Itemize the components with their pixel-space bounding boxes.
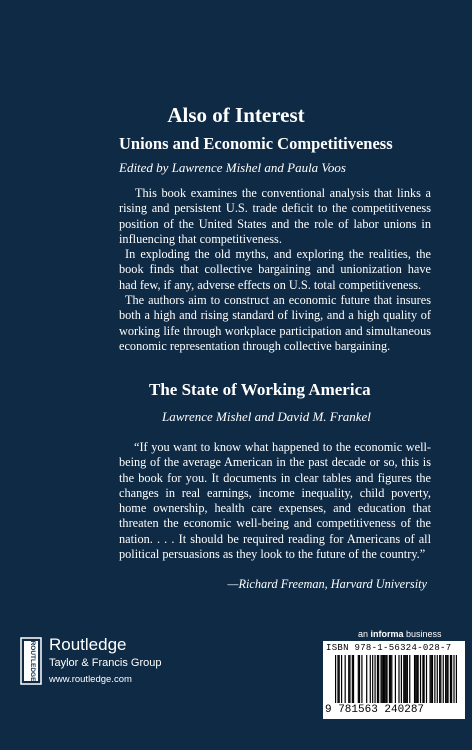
barcode-bar xyxy=(440,655,441,703)
book1-title: Unions and Economic Competitiveness xyxy=(119,134,393,153)
publisher-group: Taylor & Francis Group xyxy=(49,657,162,669)
ean-number: 9 781563 240287 xyxy=(325,704,425,716)
barcode-bar xyxy=(439,655,440,703)
book1-editors: Edited by Lawrence Mishel and Paula Voos xyxy=(119,160,346,175)
barcode-bar xyxy=(377,655,378,703)
barcode-bar xyxy=(345,655,346,703)
barcode-bar xyxy=(366,655,367,703)
barcode-bar xyxy=(404,655,405,703)
review-quote: “If you want to know what happened to the economic well-being of the average American in the past decade or so, this is the book for you. It documents in clear tables and figures the changes in real earnings, income inequality, child poverty, home ownership, health care expenses, and education that threaten the economic well-being and competitiveness of the nation. . . . It should be required reading for Americans of all political persuasions as they look to the future of the country.” xyxy=(119,440,431,562)
barcode-bar xyxy=(358,655,359,703)
section-heading: Also of Interest xyxy=(167,103,305,127)
book1-paragraph: In exploding the old myths, and exploring the realities, the book finds that collective bargaining and unionization have had few, if any, adverse effects on U.S. total competitiveness. xyxy=(119,247,431,292)
barcode-bar xyxy=(406,655,407,703)
barcode-bar xyxy=(337,655,338,703)
barcode-bar xyxy=(407,655,408,703)
barcode-bar xyxy=(374,655,375,703)
barcode-bar xyxy=(401,655,402,703)
barcode-bar xyxy=(372,655,373,703)
barcode-bars xyxy=(335,655,457,705)
barcode-bar xyxy=(339,655,340,703)
barcode-bar xyxy=(437,655,438,703)
book1-paragraph: This book examines the conventional analysis that links a rising and persistent U.S. trade deficit to the competitiveness position of the United States and the role of labor unions in influencing that competitiveness. xyxy=(119,186,431,246)
barcode-bar xyxy=(446,655,447,703)
barcode-bar xyxy=(348,655,349,703)
publisher-name: Routledge xyxy=(49,635,127,654)
publisher-url: www.routledge.com xyxy=(49,674,132,685)
barcode-bar xyxy=(447,655,448,703)
informa-brand: informa xyxy=(370,629,404,639)
book1-description xyxy=(119,186,431,354)
barcode-bar xyxy=(426,655,427,703)
barcode-bar xyxy=(389,655,390,703)
isbn-barcode xyxy=(323,641,465,719)
barcode-bar xyxy=(386,655,387,703)
barcode-bar xyxy=(420,655,421,703)
barcode-bar xyxy=(398,655,399,703)
barcode-bar xyxy=(353,655,354,703)
barcode-bar xyxy=(414,655,415,703)
barcode-bar xyxy=(409,655,410,703)
barcode-bar xyxy=(341,655,342,703)
barcode-bar xyxy=(390,655,391,703)
barcode-bar xyxy=(370,655,371,703)
barcode-bar xyxy=(380,655,381,703)
barcode-bar xyxy=(450,655,451,703)
barcode-bar xyxy=(335,655,336,703)
barcode-bar xyxy=(434,655,435,703)
book2-authors: Lawrence Mishel and David M. Frankel xyxy=(162,409,371,424)
book2-title: The State of Working America xyxy=(149,380,371,399)
barcode-bar xyxy=(424,655,425,703)
barcode-bar xyxy=(443,655,444,703)
barcode-bar xyxy=(383,655,384,703)
barcode-bar xyxy=(403,655,404,703)
barcode-bar xyxy=(352,655,353,703)
informa-suffix: business xyxy=(403,629,442,639)
barcode-bar xyxy=(349,655,350,703)
barcode-bar xyxy=(418,655,419,703)
barcode-bar xyxy=(431,655,432,703)
informa-tagline xyxy=(358,629,442,639)
quote-attribution: —Richard Freeman, Harvard University xyxy=(227,577,427,591)
informa-prefix: an xyxy=(358,629,371,639)
barcode-bar xyxy=(453,655,454,703)
barcode-bar xyxy=(385,655,386,703)
barcode-bar xyxy=(384,655,385,703)
barcode-bar xyxy=(445,655,446,703)
barcode-bar xyxy=(456,655,457,703)
barcode-bar xyxy=(415,655,416,703)
barcode-bar xyxy=(429,655,430,703)
barcode-bar xyxy=(451,655,452,703)
book1-paragraph: The authors aim to construct an economic future that insures both a high and rising standard of living, and a high quality of working life through workplace participation and simultaneous economic representation through collective bargaining. xyxy=(119,293,431,353)
barcode-bar xyxy=(395,655,396,703)
barcode-bar xyxy=(361,655,362,703)
barcode-bar xyxy=(416,655,417,703)
isbn-label: ISBN 978-1-56324-028-7 xyxy=(326,643,452,653)
routledge-logo-icon xyxy=(20,637,42,685)
barcode-bar xyxy=(382,655,383,703)
barcode-bar xyxy=(378,655,379,703)
barcode-bar xyxy=(391,655,392,703)
logo-vertical-text: ROUTLEDGE xyxy=(29,640,36,682)
barcode-bar xyxy=(422,655,423,703)
barcode-bar xyxy=(359,655,360,703)
barcode-bar xyxy=(432,655,433,703)
